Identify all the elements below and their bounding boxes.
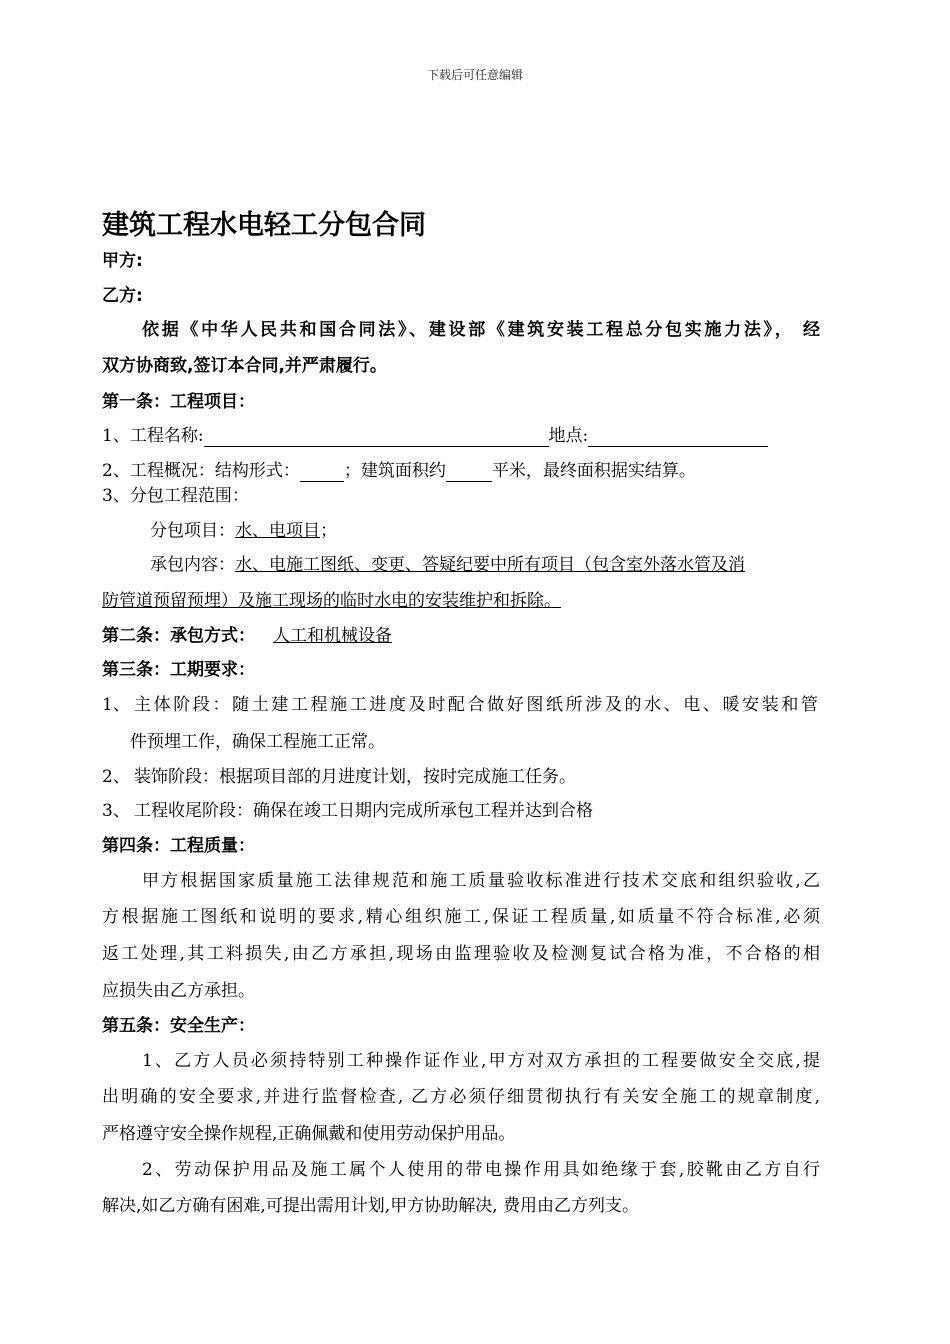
area-blank bbox=[446, 463, 492, 482]
quality-line-4: 应损失由乙方承担。 bbox=[102, 981, 255, 1001]
sub-item-row bbox=[150, 520, 337, 542]
safety-p1-line-2: 出明确的安全要求,并进行监督检查, 乙方必须仔细贯彻执行有关安全施工的规章制度, bbox=[102, 1087, 820, 1107]
safety-p1-line-1: 1、乙方人员必须持特别工种操作证作业,甲方对双方承担的工程要做安全交底,提 bbox=[142, 1051, 820, 1071]
project-place-label: 地点: bbox=[548, 426, 589, 446]
party-b-label: 乙方: bbox=[102, 286, 143, 306]
article-3-heading: 第三条：工期要求： bbox=[102, 660, 255, 680]
schedule-item-1-num: 1、 bbox=[102, 695, 130, 715]
overview-area-label: ；建筑面积约 bbox=[343, 461, 446, 481]
intro-line-2: 双方协商致,签订本合同,并严肃履行。 bbox=[102, 356, 387, 376]
safety-p2-line-1: 2、劳动保护用品及施工属个人使用的带电操作用具如绝缘于套,胶靴由乙方自行 bbox=[142, 1160, 820, 1180]
safety-p2-line-2: 解决,如乙方确有困难,可提出需用计划,甲方协助解决, 费用由乙方列支。 bbox=[102, 1196, 640, 1216]
document-title: 建筑工程水电轻工分包合同 bbox=[102, 210, 426, 241]
contract-content-value-2: 防管道预留预埋）及施工现场的临时水电的安装维护和拆除。 bbox=[102, 591, 561, 611]
schedule-item-2-num: 2、 bbox=[102, 767, 130, 787]
project-name-label: 1、工程名称: bbox=[102, 426, 204, 446]
contract-content-row bbox=[150, 554, 745, 576]
quality-line-2: 方根据施工图纸和说明的要求,精心组织施工,保证工程质量,如质量不符合标准,必须 bbox=[102, 907, 820, 927]
project-name-blank bbox=[204, 428, 549, 447]
article-5-heading: 第五条：安全生产： bbox=[102, 1016, 255, 1036]
sub-item-end: ； bbox=[320, 521, 337, 541]
project-name-row bbox=[102, 425, 768, 447]
intro-line-1: 依据《中华人民共和国合同法》、建设部《建筑安装工程总分包实施力法》， 经 bbox=[142, 320, 820, 340]
quality-line-1: 甲方根据国家质量施工法律规范和施工质量验收标准进行技术交底和组织验收,乙 bbox=[142, 871, 820, 891]
contract-content-label: 承包内容： bbox=[150, 555, 235, 575]
article-4-heading: 第四条：工程质量： bbox=[102, 836, 255, 856]
party-a-label: 甲方: bbox=[102, 251, 143, 271]
contract-method-value: 人工和机械设备 bbox=[273, 626, 392, 646]
sub-item-value: 水、电项目 bbox=[235, 521, 320, 541]
contract-content-value-1: 水、电施工图纸、变更、答疑纪要中所有项目（包含室外落水管及消 bbox=[235, 555, 745, 575]
project-overview-row bbox=[102, 460, 696, 482]
article-1-heading: 第一条：工程项目： bbox=[102, 392, 255, 412]
article-2-heading: 第二条：承包方式： bbox=[102, 626, 255, 646]
article-2-row bbox=[102, 625, 410, 647]
scope-heading: 3、分包工程范围： bbox=[102, 486, 249, 506]
project-place-blank bbox=[588, 428, 768, 447]
schedule-item-2: 装饰阶段：根据项目部的月进度计划，按时完成施工任务。 bbox=[134, 767, 576, 787]
schedule-item-3-num: 3、 bbox=[102, 801, 130, 821]
overview-structure-label: 2、工程概况：结构形式： bbox=[102, 461, 300, 481]
schedule-item-1-line-1: 主体阶段：随土建工程施工进度及时配合做好图纸所涉及的水、电、暖安装和管 bbox=[134, 695, 818, 715]
structure-blank bbox=[300, 463, 344, 482]
quality-line-3: 返工处理,其工料损失,由乙方承担,现场由监理验收及检测复试合格为准，不合格的相 bbox=[102, 944, 820, 964]
sub-item-label: 分包项目： bbox=[150, 521, 235, 541]
schedule-item-3: 工程收尾阶段：确保在竣工日期内完成所承包工程并达到合格 bbox=[134, 801, 593, 821]
page-header: 下载后可任意编辑 bbox=[426, 68, 523, 82]
safety-p1-line-3: 严格遵守安全操作规程,正确佩戴和使用劳动保护用品。 bbox=[102, 1124, 516, 1144]
schedule-item-1-line-2: 件预埋工作，确保工程施工正常。 bbox=[130, 732, 385, 752]
overview-area-suffix: 平米，最终面积据实结算。 bbox=[491, 461, 696, 481]
